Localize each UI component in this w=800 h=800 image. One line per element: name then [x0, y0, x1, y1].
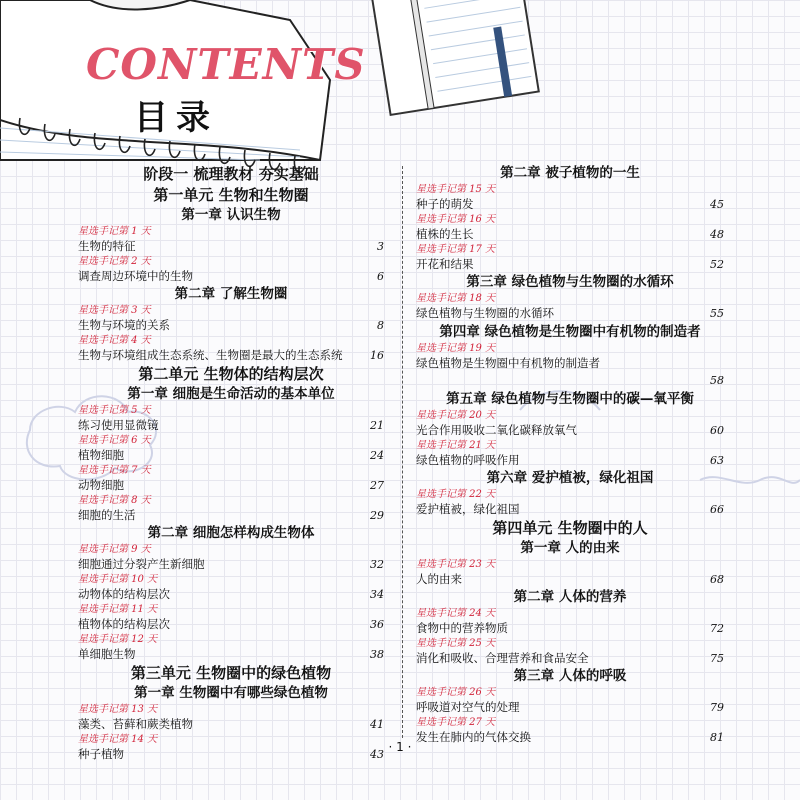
toc-entry[interactable] [416, 620, 724, 637]
toc-entry-title: 植物细胞 [78, 448, 124, 462]
toc-entry-title: 细胞的生活 [78, 508, 136, 522]
chapter-heading: 第二章 了解生物圈 [174, 286, 288, 302]
toc-entry-title: 藻类、苔藓和蕨类植物 [78, 717, 193, 731]
toc-entry-title: 调查周边环境中的生物 [78, 269, 193, 283]
toc-entry-page: 36 [370, 618, 384, 631]
chapter-heading: 第一章 人的由来 [520, 540, 620, 556]
toc-entry-title: 动物体的结构层次 [78, 587, 170, 601]
toc-entry[interactable] [416, 305, 724, 322]
day-label: 星选手记第 26 天 [416, 687, 496, 698]
toc-entry-title: 植物体的结构层次 [78, 617, 170, 631]
toc-entry[interactable] [416, 571, 724, 588]
toc-entry-title: 生物的特征 [78, 239, 136, 253]
toc-entry-title: 人的由来 [416, 572, 462, 586]
toc-entry[interactable] [416, 226, 724, 243]
day-label: 星选手记第 4 天 [78, 335, 151, 346]
chapter-heading: 第二章 被子植物的一生 [500, 165, 640, 181]
day-label: 星选手记第 9 天 [78, 544, 151, 555]
toc-entry-title: 细胞通过分裂产生新细胞 [78, 557, 205, 571]
toc-entry-page: 27 [370, 479, 384, 492]
day-label: 星选手记第 18 天 [416, 293, 496, 304]
day-label: 星选手记第 11 天 [78, 604, 158, 615]
chapter-heading: 第三章 人体的呼吸 [513, 668, 627, 684]
day-label: 星选手记第 12 天 [78, 634, 158, 645]
page-number: · 1 · [388, 740, 412, 754]
day-label: 星选手记第 10 天 [78, 574, 158, 585]
day-label: 星选手记第 21 天 [416, 440, 496, 451]
toc-entry-title: 绿色植物是生物圈中有机物的制造者 [416, 356, 600, 370]
unit-heading: 第三单元 生物圈中的绿色植物 [130, 664, 332, 682]
toc-right-column [416, 164, 724, 746]
toc-entry-page: 52 [710, 258, 724, 271]
toc-entry-title: 爱护植被，绿化祖国 [416, 502, 520, 516]
toc-entry[interactable] [416, 196, 724, 213]
toc-entry-page: 72 [710, 622, 724, 635]
day-label: 星选手记第 23 天 [416, 559, 496, 570]
toc-entry-page: 24 [370, 449, 384, 462]
toc-entry-page: 3 [377, 240, 384, 253]
toc-entry-title: 光合作用吸收二氧化碳释放氧气 [416, 423, 577, 437]
toc-entry-page: 8 [377, 319, 384, 332]
toc-entry-title: 消化和吸收、合理营养和食品安全 [416, 651, 589, 665]
toc-entry-page: 21 [370, 419, 384, 432]
toc-entry-page: 48 [710, 228, 724, 241]
chapter-heading: 第六章 爱护植被，绿化祖国 [486, 470, 654, 486]
toc-entry-title: 种子植物 [78, 747, 124, 761]
toc-entry-page: 58 [710, 374, 724, 387]
toc-left-column [78, 164, 384, 763]
toc-entry-title: 绿色植物的呼吸作用 [416, 453, 520, 467]
chapter-heading: 第一章 细胞是生命活动的基本单位 [127, 386, 335, 402]
toc-entry-title: 生物与环境组成生态系统、生物圈是最大的生态系统 [78, 348, 343, 362]
day-label: 星选手记第 17 天 [416, 244, 496, 255]
toc-entry[interactable] [78, 268, 384, 285]
contents-subtitle: 目录 [134, 98, 218, 138]
day-label: 星选手记第 1 天 [78, 226, 151, 237]
toc-entry-title: 生物与环境的关系 [78, 318, 170, 332]
day-label: 星选手记第 22 天 [416, 489, 496, 500]
toc-entry-page: 41 [370, 718, 384, 731]
toc-entry-title: 食物中的营养物质 [416, 621, 508, 635]
day-label: 星选手记第 6 天 [78, 435, 151, 446]
toc-entry-page: 81 [710, 731, 724, 744]
toc-entry-page: 60 [710, 424, 724, 437]
toc-entry[interactable] [78, 447, 384, 464]
toc-entry-page: 43 [370, 748, 384, 761]
toc-entry-title: 发生在肺内的气体交换 [416, 730, 531, 744]
unit-heading: 阶段一 梳理教材 夯实基础 [143, 165, 319, 183]
day-label: 星选手记第 7 天 [78, 465, 151, 476]
toc-entry-page: 32 [370, 558, 384, 571]
day-label: 星选手记第 25 天 [416, 638, 496, 649]
unit-heading: 第四单元 生物圈中的人 [492, 519, 648, 537]
toc-entry-page: 75 [710, 652, 724, 665]
day-label: 星选手记第 24 天 [416, 608, 496, 619]
toc-entry-page: 38 [370, 648, 384, 661]
day-label: 星选手记第 19 天 [416, 343, 496, 354]
day-label: 星选手记第 2 天 [78, 256, 151, 267]
toc-entry-title: 植株的生长 [416, 227, 474, 241]
toc-entry-page: 66 [710, 503, 724, 516]
chapter-heading: 第二章 人体的营养 [513, 589, 627, 605]
toc-entry-page: 55 [710, 307, 724, 320]
toc-entry[interactable] [416, 422, 724, 439]
toc-entry-title: 练习使用显微镜 [78, 418, 159, 432]
toc-entry[interactable] [78, 507, 384, 524]
toc-entry-page: 29 [370, 509, 384, 522]
toc-entry[interactable] [78, 556, 384, 573]
contents-title: CONTENTS [86, 40, 366, 89]
toc-entry-title: 种子的萌发 [416, 197, 474, 211]
chapter-heading: 第三章 绿色植物与生物圈的水循环 [466, 274, 674, 290]
toc-entry-title: 呼吸道对空气的处理 [416, 700, 520, 714]
day-label: 星选手记第 14 天 [78, 734, 158, 745]
toc-entry[interactable] [416, 699, 724, 716]
toc-entry[interactable] [78, 477, 384, 494]
toc-entry[interactable] [78, 347, 384, 364]
toc-entry-page: 34 [370, 588, 384, 601]
toc-entry-page: 68 [710, 573, 724, 586]
day-label: 星选手记第 8 天 [78, 495, 151, 506]
toc-entry-title: 开花和结果 [416, 257, 474, 271]
toc-entry[interactable] [78, 417, 384, 434]
toc-entry-page: 45 [710, 198, 724, 211]
toc-entry-page: 6 [377, 270, 384, 283]
toc-entry-page: 79 [710, 701, 724, 714]
toc-entry-title: 绿色植物与生物圈的水循环 [416, 306, 554, 320]
toc-entry[interactable] [78, 238, 384, 255]
chapter-heading: 第二章 细胞怎样构成生物体 [147, 525, 315, 541]
toc-entry-title: 单细胞生物 [78, 647, 136, 661]
chapter-heading: 第四章 绿色植物是生物圈中有机物的制造者 [439, 324, 701, 340]
chapter-heading: 第五章 绿色植物与生物圈中的碳—氧平衡 [446, 391, 694, 407]
chapter-heading: 第一章 认识生物 [181, 207, 281, 223]
unit-heading: 第二单元 生物体的结构层次 [138, 365, 324, 383]
day-label: 星选手记第 5 天 [78, 405, 151, 416]
day-label: 星选手记第 13 天 [78, 704, 158, 715]
toc-entry[interactable] [78, 317, 384, 334]
toc-entry-title: 动物细胞 [78, 478, 124, 492]
day-label: 星选手记第 16 天 [416, 214, 496, 225]
toc-entry[interactable] [416, 501, 724, 518]
toc-entry[interactable] [416, 355, 724, 389]
toc-entry[interactable] [78, 646, 384, 663]
toc-entry[interactable] [416, 452, 724, 469]
day-label: 星选手记第 27 天 [416, 717, 496, 728]
toc-entry[interactable] [416, 256, 724, 273]
column-divider [402, 166, 403, 738]
toc-entry-page: 63 [710, 454, 724, 467]
notebook-back [369, 0, 539, 115]
toc-entry[interactable] [78, 586, 384, 603]
day-label: 星选手记第 20 天 [416, 410, 496, 421]
toc-entry[interactable] [78, 716, 384, 733]
day-label: 星选手记第 15 天 [416, 184, 496, 195]
toc-entry-page: 16 [370, 349, 384, 362]
chapter-heading: 第一章 生物圈中有哪些绿色植物 [134, 685, 328, 701]
unit-heading: 第一单元 生物和生物圈 [153, 186, 309, 204]
toc-entry[interactable] [78, 616, 384, 633]
toc-entry[interactable] [416, 650, 724, 667]
day-label: 星选手记第 3 天 [78, 305, 151, 316]
